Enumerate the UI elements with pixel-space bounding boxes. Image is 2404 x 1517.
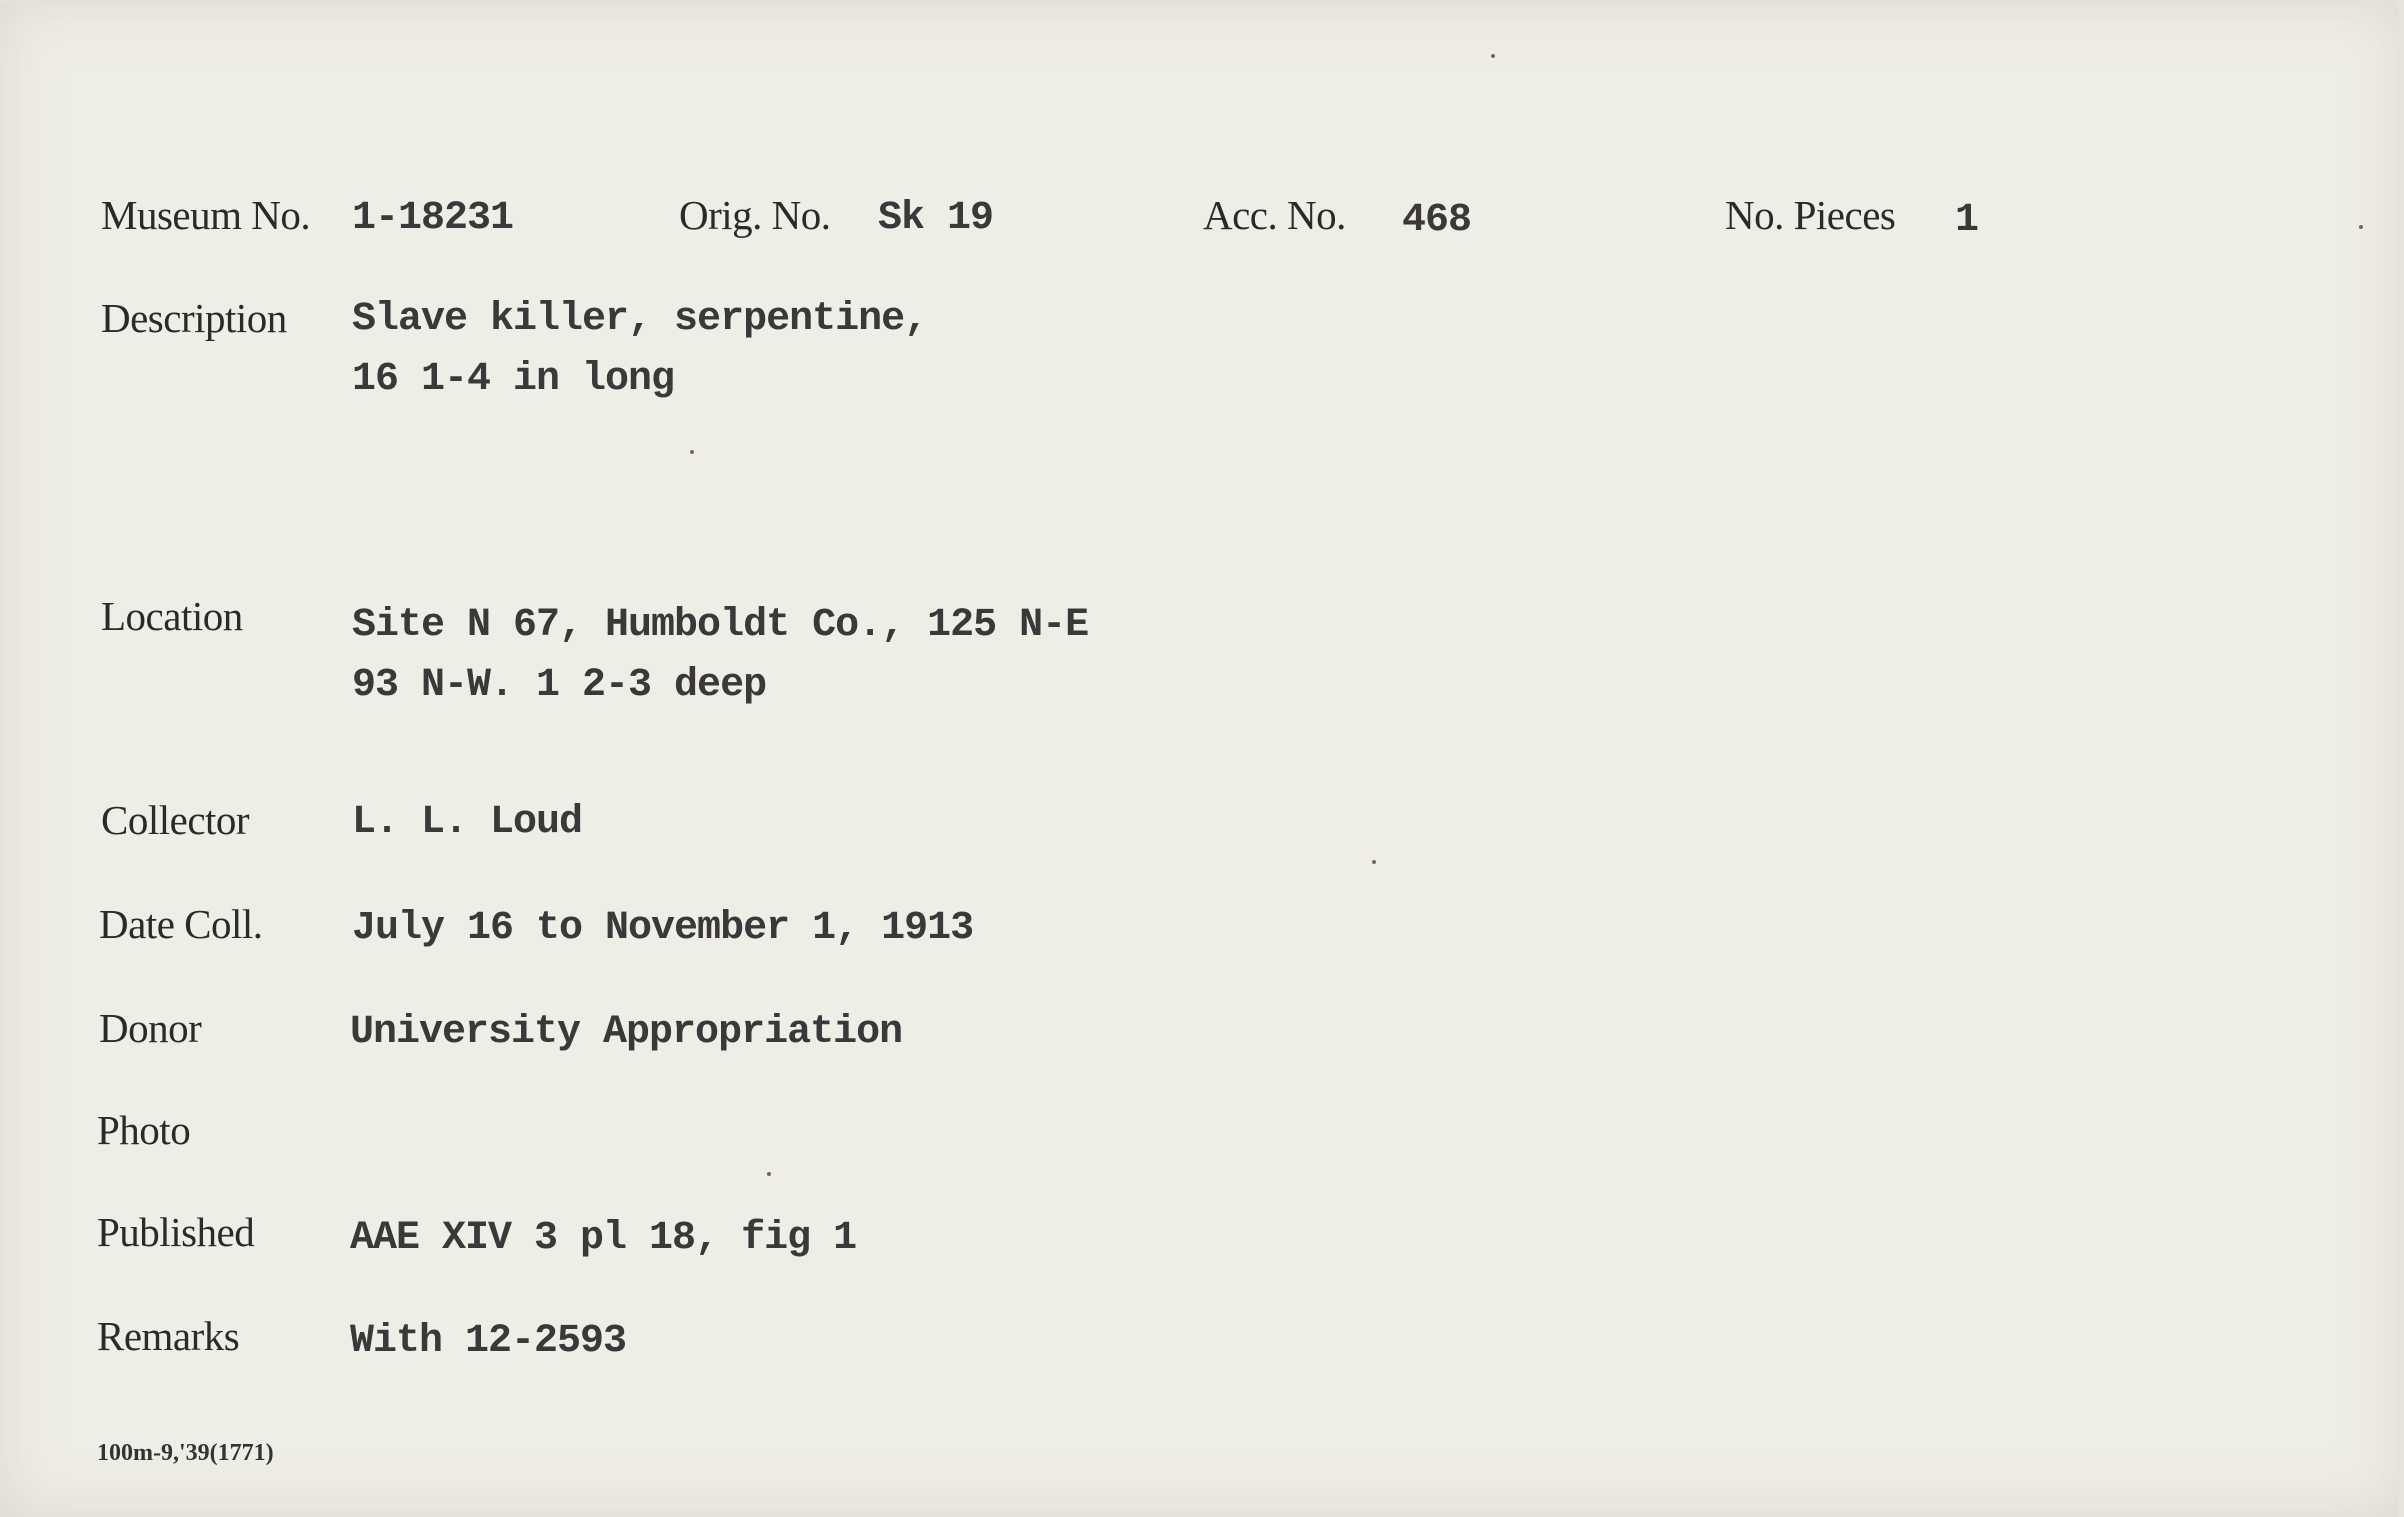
paper-speck (1491, 54, 1495, 58)
remarks-label: Remarks (97, 1313, 240, 1359)
acc-no-value: 468 (1402, 198, 1472, 243)
acc-no-label: Acc. No. (1203, 192, 1346, 238)
donor-value: University Appropriation (350, 1010, 903, 1055)
no-pieces-label: No. Pieces (1725, 192, 1896, 238)
orig-no-label: Orig. No. (679, 192, 831, 238)
published-label: Published (97, 1209, 255, 1255)
paper-speck (690, 450, 694, 454)
museum-no-label: Museum No. (101, 192, 311, 238)
donor-label: Donor (99, 1005, 202, 1051)
remarks-value: With 12-2593 (350, 1319, 627, 1364)
date-coll-label: Date Coll. (99, 901, 263, 947)
print-code: 100m-9,'39(1771) (97, 1440, 274, 1466)
orig-no-value: Sk 19 (878, 196, 994, 241)
published-value: AAE XIV 3 pl 18, fig 1 (350, 1216, 857, 1261)
collector-label: Collector (101, 797, 250, 843)
date-coll-value: July 16 to November 1, 1913 (352, 906, 974, 951)
paper-speck (2359, 225, 2363, 229)
museum-no-value: 1-18231 (352, 196, 514, 241)
paper-speck (1372, 860, 1376, 864)
card-top-edge (0, 0, 2404, 6)
no-pieces-value: 1 (1955, 198, 1979, 243)
description-value: Slave killer, serpentine, 16 1-4 in long (352, 297, 928, 402)
card-right-edge (2398, 0, 2404, 1517)
description-label: Description (101, 295, 287, 341)
location-label: Location (101, 593, 243, 639)
location-value: Site N 67, Humboldt Co., 125 N-E 93 N-W. 1 2-3 deep (352, 603, 1089, 708)
paper-speck (767, 1172, 771, 1176)
collector-value: L. L. Loud (352, 800, 583, 845)
photo-label: Photo (97, 1107, 191, 1153)
